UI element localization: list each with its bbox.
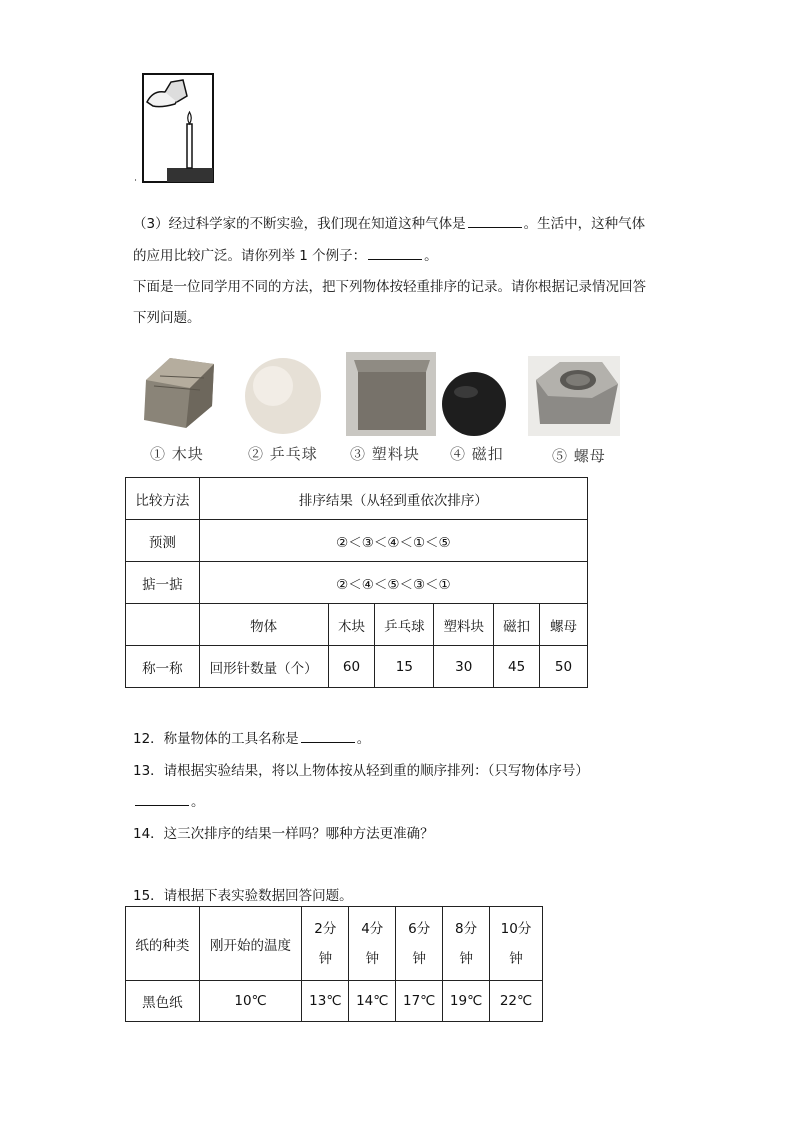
temp-value: 19℃ xyxy=(443,981,490,1022)
object-label: 物体 xyxy=(199,604,328,646)
wood-block-icon xyxy=(144,358,214,428)
temp-value: 22℃ xyxy=(490,981,543,1022)
temp-value: 17℃ xyxy=(396,981,443,1022)
object-name: 塑料块 xyxy=(434,604,494,646)
header-time xyxy=(443,907,490,981)
time-unit: 钟 xyxy=(318,950,333,967)
object-name: 乒乓球 xyxy=(375,604,434,646)
header-result: 排序结果（从轻到重依次排序） xyxy=(199,478,587,520)
time-label: 6分 xyxy=(408,920,431,937)
header-time xyxy=(302,907,349,981)
q3-line2 xyxy=(133,244,438,264)
candle-experiment-icon xyxy=(135,72,217,184)
question-13-answer xyxy=(133,790,205,810)
plastic-block-icon xyxy=(346,352,436,436)
intro-line2: 下列问题。 xyxy=(133,310,201,326)
row-heft-label: 掂一掂 xyxy=(126,562,200,604)
question-13: 13．请根据实验结果，将以上物体按从轻到重的顺序排列：（只写物体序号） xyxy=(133,763,589,779)
time-unit: 钟 xyxy=(412,950,426,967)
q3-text-c: 的应用比较广泛。请你列举 1 个例子： xyxy=(133,248,367,264)
question-14: 14．这三次排序的结果一样吗？哪种方法更准确？ xyxy=(133,826,434,842)
clip-count-value: 30 xyxy=(434,646,494,688)
time-unit: 钟 xyxy=(509,950,523,967)
time-label: 2分 xyxy=(314,920,337,937)
q13-answer-blank[interactable] xyxy=(135,791,189,806)
object-caption-1: ① 木块 xyxy=(150,445,204,463)
object-caption-2: ② 乒乓球 xyxy=(248,445,318,463)
intro-line1: 下面是一位同学用不同的方法，把下列物体按轻重排序的记录。请你根据记录情况回答 xyxy=(133,279,646,295)
time-unit: 钟 xyxy=(365,950,379,967)
q12-text: 12．称量物体的工具名称是 xyxy=(133,731,299,747)
q12-end: 。 xyxy=(356,731,371,747)
time-label: 4分 xyxy=(361,920,384,937)
q12-answer-blank[interactable] xyxy=(301,728,355,743)
temp-value: 13℃ xyxy=(302,981,349,1022)
clip-count-value: 60 xyxy=(328,646,375,688)
clip-count-value: 15 xyxy=(375,646,434,688)
clip-count-value: 50 xyxy=(540,646,588,688)
object-caption-5: ⑤ 螺母 xyxy=(552,447,606,465)
clip-count-label: 回形针数量（个） xyxy=(199,646,328,688)
row-predict-result: ②＜③＜④＜①＜⑤ xyxy=(199,520,587,562)
q3-text-d: 。 xyxy=(424,248,438,264)
header-start-temp: 刚开始的温度 xyxy=(199,907,302,981)
magnet-button-icon xyxy=(442,372,506,436)
time-label: 8分 xyxy=(455,920,478,937)
gas-answer-blank[interactable] xyxy=(468,213,522,228)
header-time xyxy=(490,907,543,981)
empty-cell xyxy=(126,604,200,646)
object-caption-3: ③ 塑料块 xyxy=(350,445,420,463)
q3-text-b: 。生活中，这种气体 xyxy=(523,216,646,232)
time-label: 10分 xyxy=(500,920,532,937)
object-caption-4: ④ 磁扣 xyxy=(450,445,504,463)
weight-sorting-table xyxy=(125,477,588,688)
experiment-figure xyxy=(135,72,217,184)
object-name: 螺母 xyxy=(540,604,588,646)
temp-value: 14℃ xyxy=(349,981,396,1022)
q13-end: 。 xyxy=(191,794,205,810)
header-time xyxy=(396,907,443,981)
header-time xyxy=(349,907,396,981)
question-15: 15．请根据下表实验数据回答问题。 xyxy=(133,888,353,904)
clip-count-value: 45 xyxy=(494,646,540,688)
q3-text-a: （3）经过科学家的不断实验，我们现在知道这种气体是 xyxy=(133,216,466,232)
time-unit: 钟 xyxy=(459,950,473,967)
row-predict-label: 预测 xyxy=(126,520,200,562)
header-method: 比较方法 xyxy=(126,478,200,520)
object-photos xyxy=(140,350,630,440)
header-paper-kind: 纸的种类 xyxy=(126,907,200,981)
start-temp: 10℃ xyxy=(199,981,302,1022)
question-12 xyxy=(133,727,370,747)
row-heft-result: ②＜④＜⑤＜③＜① xyxy=(199,562,587,604)
object-name: 磁扣 xyxy=(494,604,540,646)
q3-line1 xyxy=(133,212,645,232)
object-name: 木块 xyxy=(328,604,375,646)
example-answer-blank[interactable] xyxy=(368,245,422,260)
paper-kind: 黑色纸 xyxy=(126,981,200,1022)
temperature-table xyxy=(125,906,543,1022)
row-weigh-label: 称一称 xyxy=(126,646,200,688)
ping-pong-ball-icon xyxy=(245,358,321,434)
hex-nut-icon xyxy=(528,356,620,436)
